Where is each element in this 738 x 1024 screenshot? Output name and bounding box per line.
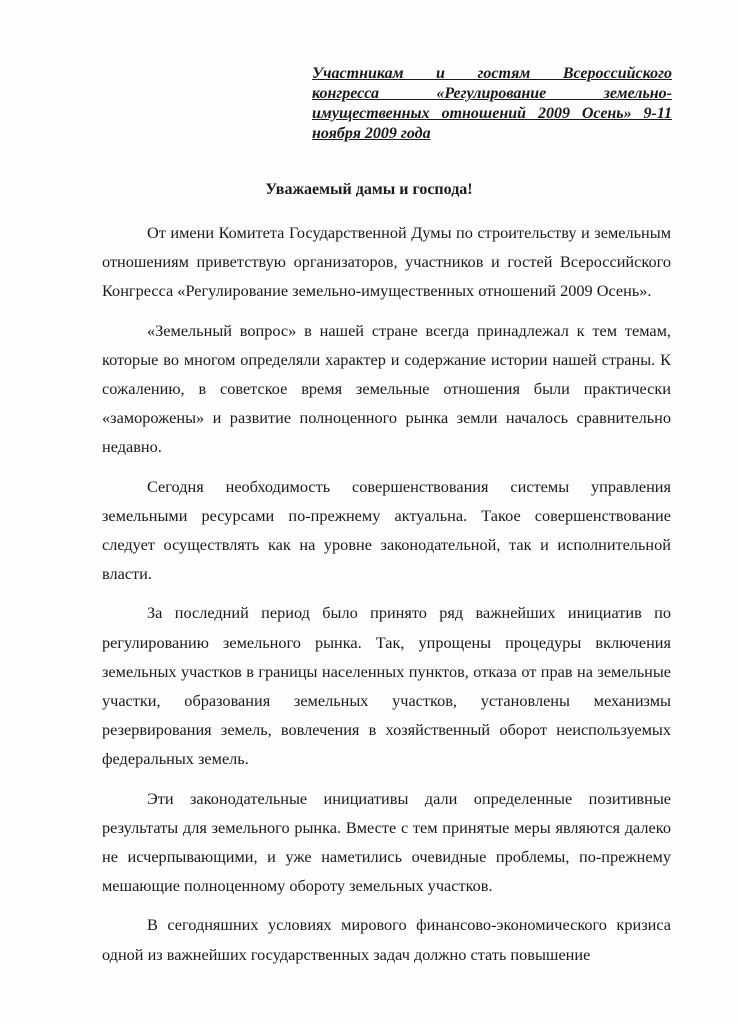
paragraph: От имени Комитета Государственной Думы по строительству и земельным отношениям приветствую организаторов, участников и гостей Всероссийского Конгресса «Регулирование земельно-имущественных отношений 2009 Осень». — [102, 223, 671, 301]
addressee-line: ноября 2009 года — [312, 125, 431, 142]
greeting-heading: Уважаемый дамы и господа! — [265, 181, 473, 198]
addressee-line: конгресса «Регулирование земельно- — [312, 85, 672, 102]
addressee-line: имущественных отношений 2009 Осень» 9-11 — [312, 105, 672, 122]
addressee-line: Участникам и гостям Всероссийского — [312, 65, 672, 82]
paragraph: Сегодня необходимость совершенствования системы управления земельными ресурсами по-прежнему актуальна. Такое совершенствование следует осуществлять как на уровне законодательной, так и исполнительной власти. — [102, 476, 671, 584]
paragraph: «Земельный вопрос» в нашей стране всегда принадлежал к тем темам, которые во многом определяли характер и содержание истории нашей страны. К сожалению, в советское время земельные отношения были практически «заморожены» и развитие полноценного рынка земли началось сравнительно недавно. — [102, 320, 671, 457]
paragraph: Эти законодательные инициативы дали определенные позитивные результаты для земельного рынка. Вместе с тем принятые меры являются далеко не исчерпывающими, и уже наметились очевидные проблемы, по-прежнему мешающие полноценному обороту земельных участков. — [102, 788, 671, 896]
paragraph: В сегодняшних условиях мирового финансово-экономического кризиса одной из важнейших государственных задач должно стать повышение — [102, 915, 671, 964]
letter-body — [102, 218, 671, 979]
paragraph: За последний период было принято ряд важнейших инициатив по регулированию земельного рынка. Так, упрощены процедуры включения земельных участков в границы населенных пунктов, отказа от прав на земельные участки, образования земельных участков, установлены механизмы резервирования земель, вовлечения в хозяйственный оборот неиспользуемых федеральных земель. — [102, 603, 671, 769]
addressee-block — [312, 64, 672, 144]
